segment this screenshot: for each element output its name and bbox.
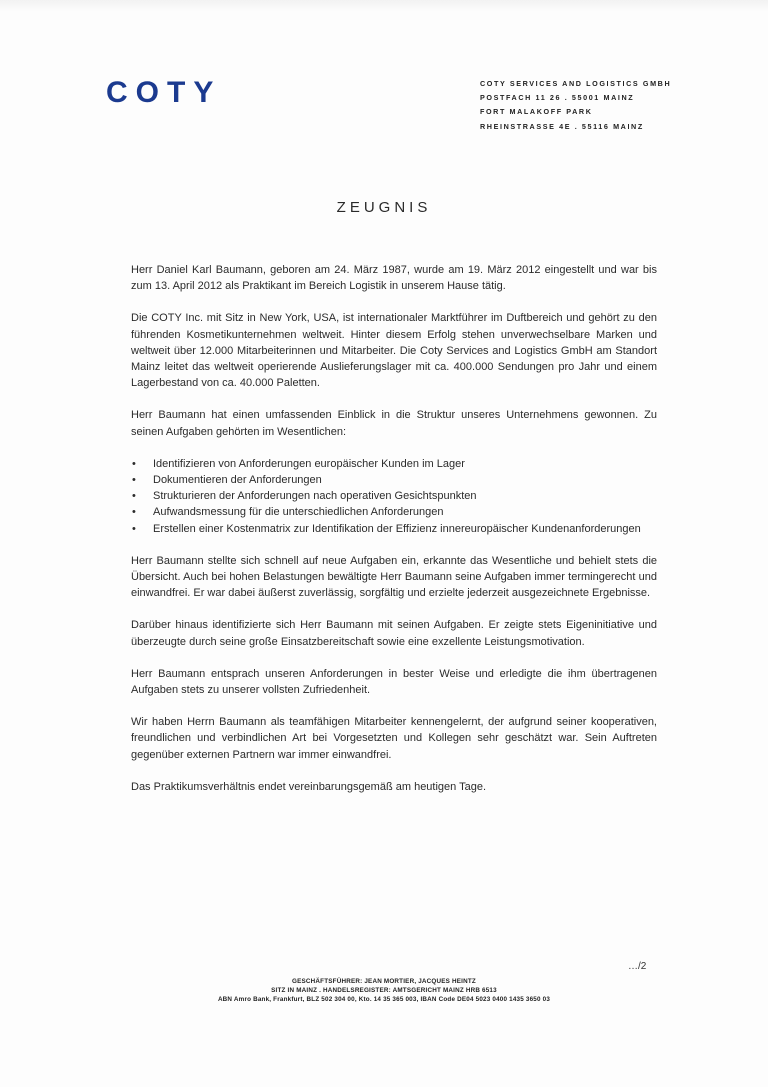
company-address (480, 77, 671, 134)
paragraph-intro: Herr Daniel Karl Baumann, geboren am 24. März 1987, wurde am 19. März 2012 eingestellt und war bis zum 13. April 2012 als Praktikant im Bereich Logistik in unserem Hause tätig. (131, 264, 657, 293)
task-list (131, 456, 657, 537)
task-item: • Erstellen einer Kostenmatrix zur Identifikation der Effizienz innereuropäischer Kundenanforderungen (131, 521, 657, 537)
address-line: RHEINSTRASSE 4E . 55116 MAINZ (480, 121, 644, 131)
paragraph-performance: Herr Baumann stellte sich schnell auf neue Aufgaben ein, erkannte das Wesentliche und behielt stets die Übersicht. Auch bei hohen Belastungen bewältigte Herr Baumann seine Aufgaben immer termingerecht und einwandfrei. Er war dabei äußerst zuverlässig, sorgfältig und erzielte jederzeit ausgezeichnete Ergebnisse. (131, 554, 657, 600)
page-number: …/2 (628, 961, 647, 972)
paragraph-tasks-intro: Herr Baumann hat einen umfassenden Einblick in die Struktur unseres Unternehmens gewonnen. Zu seinen Aufgaben gehörten im Wesentlichen: (131, 409, 657, 438)
paragraph-behaviour: Wir haben Herrn Baumann als teamfähigen Mitarbeiter kennengelernt, der aufgrund seiner kooperativen, freundlichen und verbindlichen Art bei Vorgesetzten und Kollegen sehr geschätzt war. Sein Auftreten gegenüber externen Partnern war immer einwandfrei. (131, 716, 657, 761)
company-logo: COTY (106, 76, 222, 109)
paragraph-motivation: Darüber hinaus identifizierte sich Herr Baumann mit seinen Aufgaben. Er zeigte stets Eigeninitiative und überzeugte durch seine große Einsatzbereitschaft sowie eine exzellente Leistungsmotivation. (131, 619, 657, 648)
address-line: FORT MALAKOFF PARK (480, 107, 593, 117)
paragraph-rating: Herr Baumann entsprach unseren Anforderungen in bester Weise und erledigte die ihm übertragenen Aufgaben stets zu unserer vollsten Zufriedenheit. (131, 667, 657, 697)
address-line: COTY SERVICES AND LOGISTICS GMBH (480, 79, 672, 88)
document-body (131, 262, 657, 811)
footer-registry: SITZ IN MAINZ . HANDELSREGISTER: AMTSGERICHT MAINZ HRB 6513 (271, 987, 497, 995)
address-line: POSTFACH 11 26 . 55001 MAINZ (480, 93, 635, 103)
document-title: ZEUGNIS (336, 199, 432, 216)
task-item: • Identifizieren von Anforderungen europäischer Kunden im Lager (131, 456, 657, 472)
task-item: • Strukturieren der Anforderungen nach operativen Gesichtspunkten (131, 488, 657, 504)
footer-management: GESCHÄFTSFÜHRER: JEAN MORTIER, JACQUES HEINTZ (292, 978, 476, 985)
paragraph-closing: Das Praktikumsverhältnis endet vereinbarungsgemäß am heutigen Tage. (131, 780, 487, 793)
footer-bank: ABN Amro Bank, Frankfurt, BLZ 502 304 00, Kto. 14 35 365 003, IBAN Code DE04 5023 0400 1435 3650 03 (217, 996, 551, 1004)
scan-edge (0, 0, 768, 12)
task-item: • Dokumentieren der Anforderungen (131, 472, 657, 488)
paragraph-company: Die COTY Inc. mit Sitz in New York, USA, ist internationaler Marktführer im Duftbereich und gehört zu den führenden Kosmetikunternehmen weltweit. Hinter diesem Erfolg stehen unverwechselbare Marken und weltweit über 12.000 Mitarbeiterinnen und Mitarbeiter. Die Coty Services and Logistics GmbH am Standort Mainz leitet das weltweit operierende Auslieferungslager mit ca. 400.000 Sendungen pro Jahr und einem Lagerbestand von ca. 40.000 Paletten. (131, 312, 657, 390)
letter-footer (0, 977, 768, 1005)
task-item: • Aufwandsmessung für die unterschiedlichen Anforderungen (131, 504, 657, 520)
